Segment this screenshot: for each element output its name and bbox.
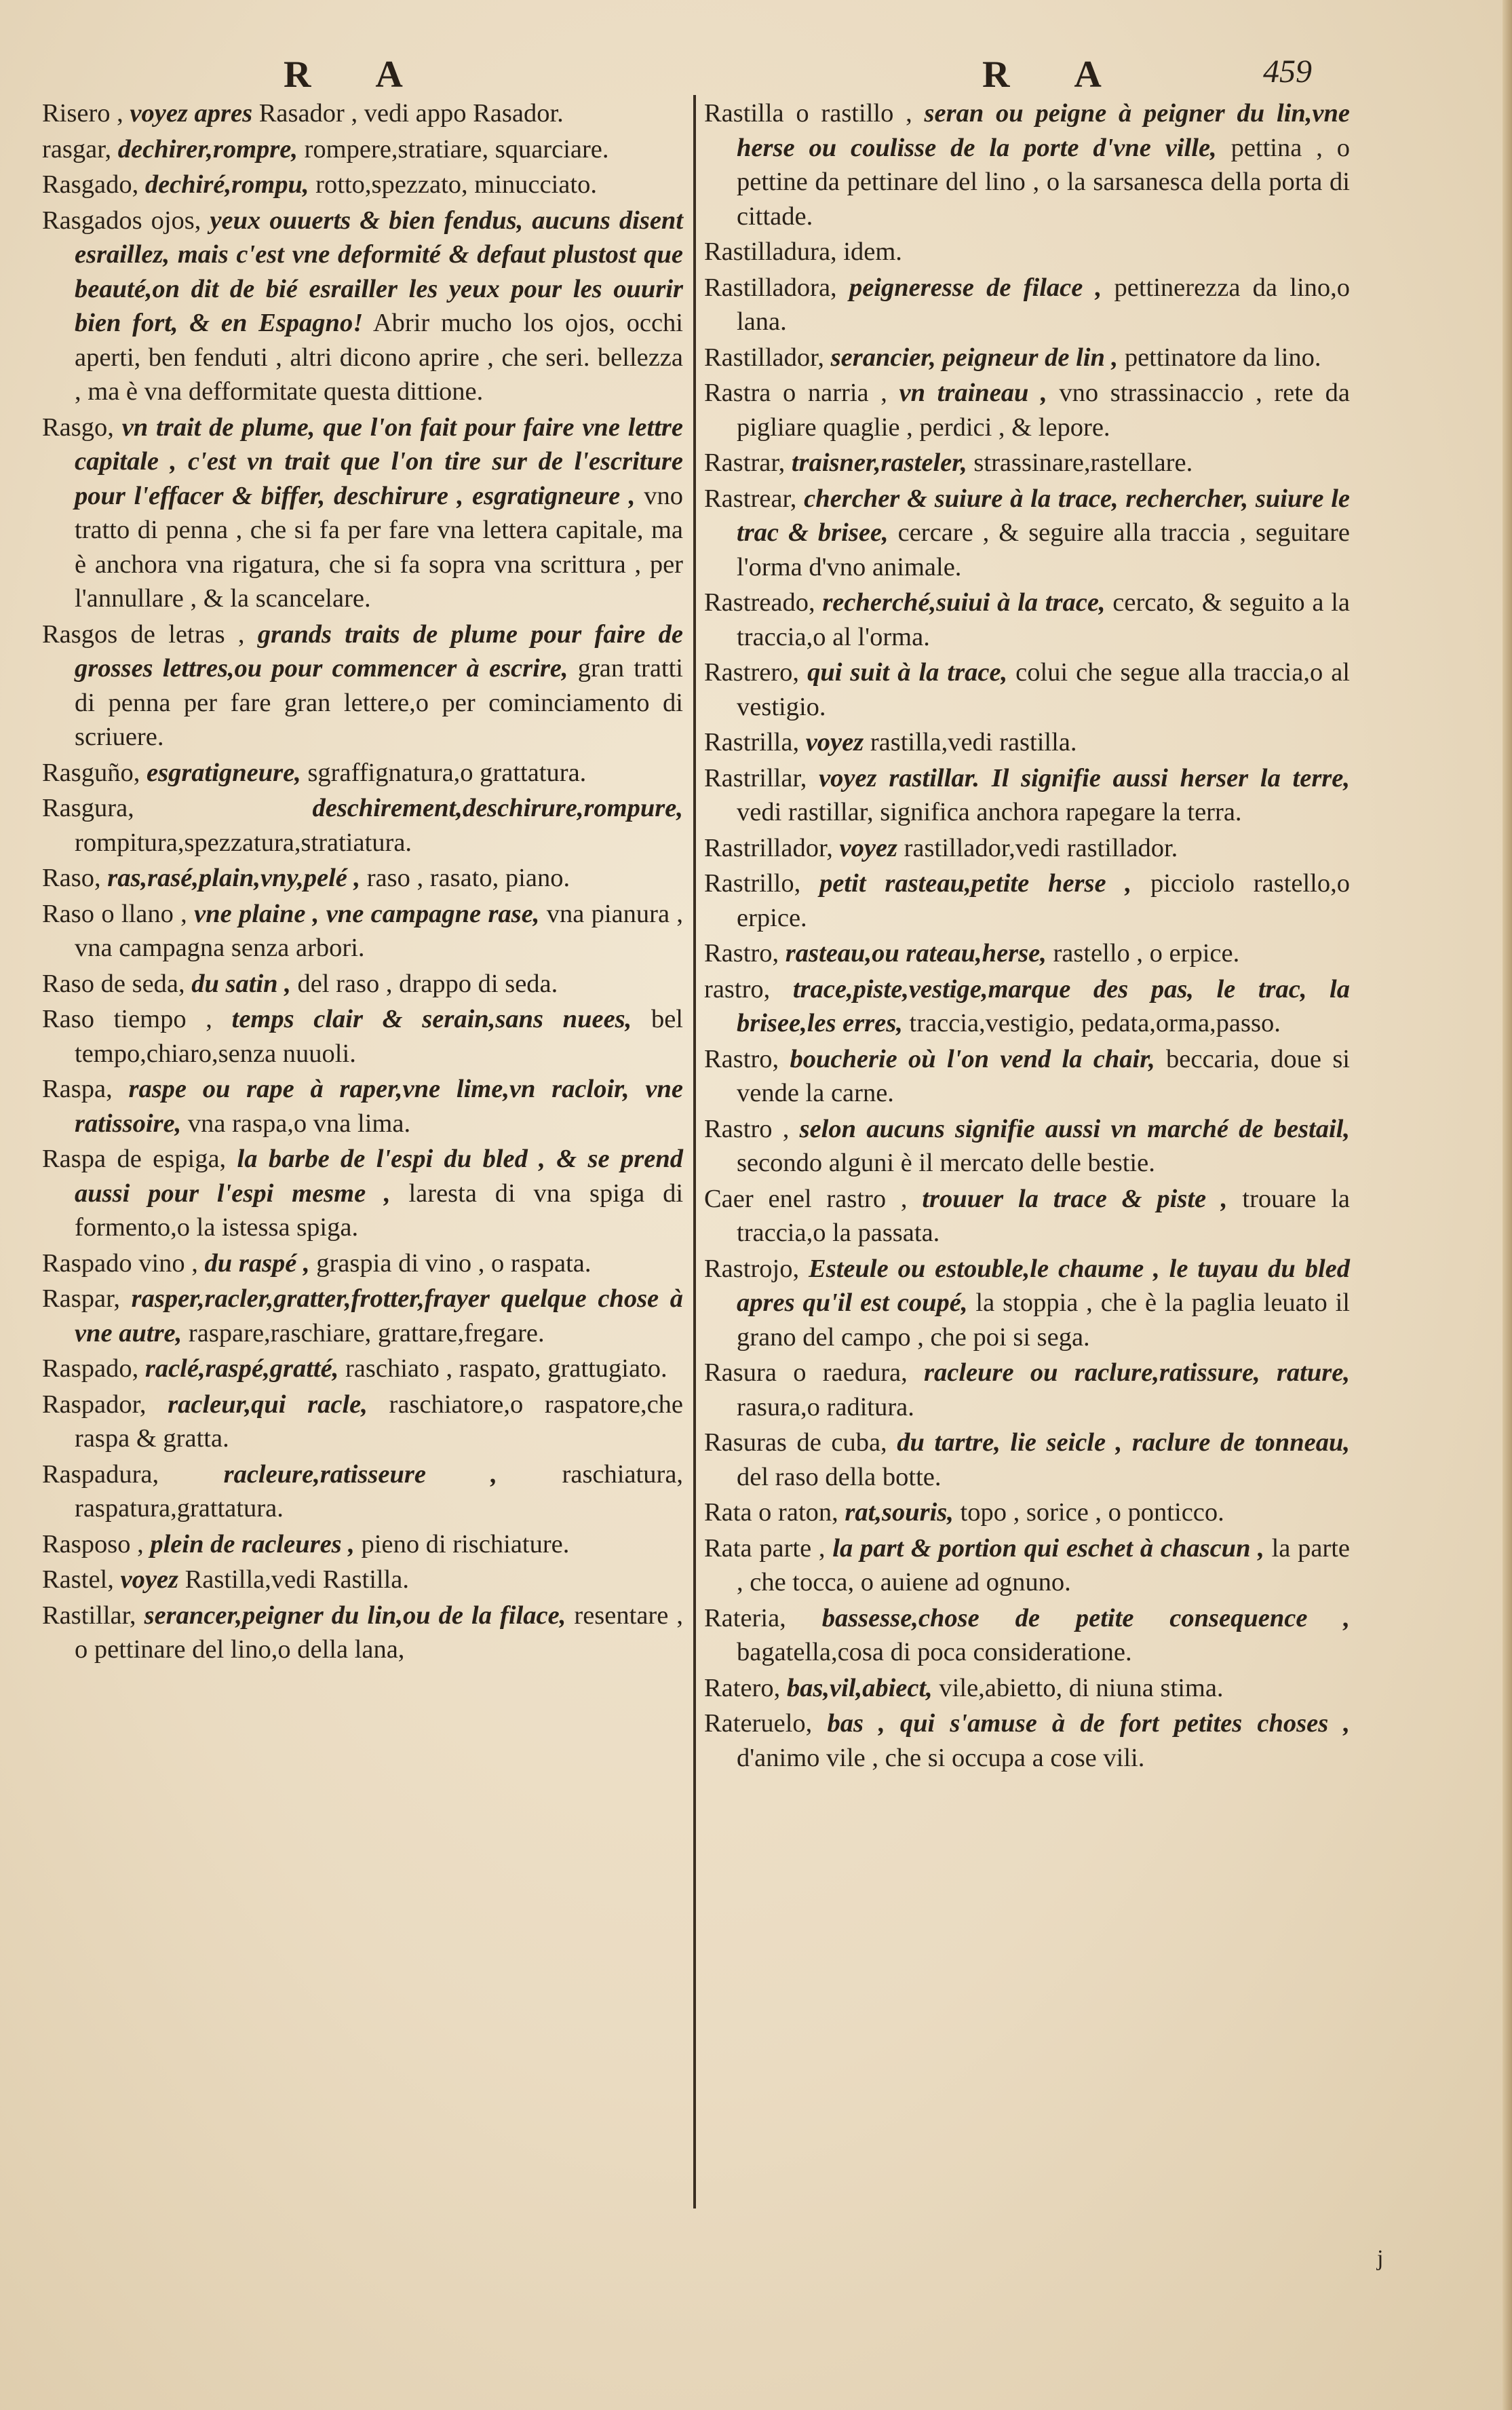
entry-french: vn trait de plume, que l'on fait pour faire vne lettre capitale , c'est vn trait que l'on tire sur de l'escriture pour l'effacer & biffer, deschirure , esgratigneure , (75, 413, 683, 510)
entry-headword: Raso o llano , (42, 899, 187, 928)
entry-headword: Raspar, (42, 1284, 120, 1313)
entry-italian: picciolo rastello,o erpice. (737, 869, 1351, 932)
entry-headword: Rastel, (42, 1565, 114, 1594)
entry-italian: rompitura,spezzatura,stratiatura. (75, 828, 412, 857)
dictionary-entry (704, 1601, 1350, 1670)
entry-italian: vedi rastillar, significa anchora rapegare la terra. (737, 798, 1242, 826)
entry-french: grands traits de plume pour faire de grosses lettres,ou pour commencer à escrire, (75, 619, 684, 683)
entry-italian: vna raspa,o vna lima. (187, 1109, 411, 1138)
entry-french: vn traineau , (899, 379, 1047, 407)
entry-french: bassesse,chose de petite consequence , (821, 1603, 1350, 1632)
entry-french: voyez (839, 833, 897, 862)
dictionary-entry (42, 1563, 683, 1597)
entry-headword: Rastilla o rastillo , (704, 99, 912, 128)
entry-french: serancer,peigner du lin,ou de la filace, (144, 1601, 566, 1630)
entry-italian: rotto,spezzato, minucciato. (315, 170, 597, 199)
dictionary-entry (704, 1182, 1350, 1250)
entry-headword: Raspado vino , (42, 1248, 198, 1278)
entry-italian: vno strassinaccio , rete da pigliare quaglie , perdici , & lepore. (737, 379, 1351, 442)
entry-headword: Rasgo, (42, 413, 114, 442)
entry-headword: Rasgura, (42, 794, 134, 822)
dictionary-entry (42, 1282, 683, 1350)
entry-french: deschirement,deschirure,rompure, (312, 794, 683, 822)
entry-french: rat,souris, (845, 1498, 954, 1527)
entry-italian: Rastilla,vedi Rastilla. (185, 1565, 410, 1594)
entry-headword: Raspadura, (42, 1459, 159, 1489)
entry-french: peigneresse de filace , (849, 273, 1102, 302)
dictionary-entry (42, 897, 683, 965)
dictionary-entry (42, 1352, 683, 1386)
entry-italian: cercato, & seguito a la traccia,o al l'orma. (737, 588, 1351, 651)
dictionary-entry (42, 204, 683, 409)
dictionary-entry (42, 96, 683, 131)
entry-french: petit rasteau,petite herse , (819, 869, 1132, 898)
entry-italian: pettinerezza da lino,o lana. (737, 273, 1351, 336)
entry-headword: Rastra o narria , (704, 379, 887, 407)
entry-french: rasteau,ou rateau,herse, (785, 939, 1047, 968)
dictionary-entry (704, 1356, 1350, 1424)
entry-headword: Caer enel rastro , (704, 1184, 908, 1213)
entry-french: du satin , (191, 969, 291, 998)
dictionary-entry (42, 1072, 683, 1141)
entry-headword: Rastrillar, (704, 763, 807, 792)
entry-french: trace,piste,vestige,marque des pas, le trac, la brisee,les erres, (737, 974, 1350, 1037)
entry-headword: Rastillar, (42, 1601, 136, 1630)
entry-headword: Rasgados ojos, (42, 206, 201, 235)
entry-italian: idem. (843, 237, 902, 266)
entry-headword: Rasuras de cuba, (704, 1428, 887, 1457)
dictionary-entry (704, 341, 1350, 375)
entry-italian: pettina , o pettine da pettinare del lino , o la sarsanesca della porta di cittade. (737, 133, 1351, 231)
dictionary-entry (704, 936, 1350, 971)
entry-french: yeux ouuerts & bien fendus, aucuns disent esraillez, mais c'est vne deformité & defaut plustost que beauté,on dit de bié esrailler les yeux pour les ouurir bien fort, & en Espagno! (75, 206, 684, 337)
dictionary-entry (704, 725, 1350, 760)
dictionary-entry (42, 1457, 683, 1526)
dictionary-entry (704, 376, 1350, 444)
entry-french: voyez apres (130, 99, 253, 128)
dictionary-entry (42, 617, 683, 754)
entry-french: recherché,suiui à la trace, (822, 588, 1106, 617)
entry-headword: Rastreado, (704, 588, 815, 617)
entry-french: racleure,ratisseure , (223, 1459, 498, 1489)
entry-headword: Raso de seda, (42, 969, 185, 998)
entry-french: boucherie où l'on vend la chair, (790, 1044, 1155, 1073)
entry-headword: Raspa de espiga, (42, 1145, 227, 1173)
dictionary-entry (42, 132, 683, 167)
entry-italian: rasura,o raditura. (737, 1392, 914, 1421)
entry-italian: rastillador,vedi rastillador. (904, 833, 1178, 862)
entry-headword: Raspa, (42, 1075, 113, 1103)
entry-italian: colui che segue alla traccia,o al vestigio. (737, 658, 1350, 721)
dictionary-entry (704, 96, 1350, 233)
entry-headword: Rasposo , (42, 1529, 144, 1558)
entry-headword: Rastilladura, (704, 237, 837, 266)
entry-french: raspe ou rape à raper,vne lime,vn racloir, vne ratissoire, (75, 1075, 683, 1138)
entry-french: bas , qui s'amuse à de fort petites choses , (827, 1709, 1351, 1738)
dictionary-entry (42, 967, 683, 1001)
dictionary-entry (704, 972, 1350, 1041)
dictionary-entry (704, 1426, 1350, 1494)
dictionary-entry (704, 866, 1350, 935)
dictionary-entry (42, 1388, 683, 1456)
entry-headword: Raspador, (42, 1390, 147, 1419)
entry-headword: Rasgado, (42, 170, 139, 199)
entry-headword: Rastro , (704, 1114, 790, 1143)
entry-headword: Raspado, (42, 1354, 139, 1383)
entry-french: raclé,raspé,gratté, (144, 1354, 339, 1383)
header-left: R A (284, 54, 431, 96)
entry-italian: gran tratti di penna per fare gran lettere,o per cominciamento di scriuere. (75, 654, 684, 751)
entry-italian: trouare la traccia,o la passata. (737, 1184, 1350, 1247)
entry-italian: rastilla,vedi rastilla. (870, 728, 1077, 757)
entry-french: bas,vil,abiect, (786, 1673, 933, 1702)
dictionary-entry (704, 1252, 1350, 1355)
entry-italian: d'animo vile , che si occupa a cose vili. (737, 1743, 1145, 1772)
entry-italian: Rasador , vedi appo Rasador. (258, 99, 564, 128)
entry-italian: la parte , che tocca, o auiene ad ognuno. (737, 1533, 1351, 1596)
entry-french: la barbe de l'espi du bled , & se prend aussi pour l'espi mesme , (75, 1145, 683, 1208)
entry-italian: beccaria, doue si vende la carne. (737, 1044, 1350, 1107)
entry-headword: Rasgos de letras , (42, 619, 245, 649)
entry-headword: Rastrojo, (704, 1254, 800, 1283)
entry-headword: Rastrillo, (704, 869, 801, 898)
dictionary-entry (704, 271, 1350, 339)
dictionary-entry (704, 1706, 1350, 1775)
entry-french: vne plaine , vne campagne rase, (194, 899, 540, 928)
entry-french: Esteule ou estouble,le chaume , le tuyau du bled apres qu'il est coupé, (737, 1254, 1351, 1317)
entry-italian: secondo alguni è il mercato delle bestie. (737, 1149, 1155, 1177)
dictionary-entry (704, 586, 1350, 654)
entry-italian: vna pianura , vna campagna senza arbori. (75, 899, 684, 962)
entry-french: esgratigneure, (147, 758, 301, 787)
dictionary-entry (42, 791, 683, 860)
column-rule (693, 95, 696, 2208)
entry-headword: Rasguño, (42, 758, 140, 787)
entry-headword: Rasura o raedura, (704, 1358, 908, 1387)
dictionary-entry (42, 1142, 683, 1245)
entry-italian: vile,abietto, di niuna stima. (939, 1673, 1224, 1702)
dictionary-entry (42, 168, 683, 202)
entry-italian: strassinare,rastellare. (973, 448, 1193, 477)
entry-italian: sgraffignatura,o grattatura. (307, 758, 587, 787)
entry-italian: bel tempo,chiaro,senza nuuoli. (75, 1005, 683, 1068)
entry-french: du tartre, lie seicle , raclure de tonneau, (897, 1428, 1351, 1457)
entry-french: rasper,racler,gratter,frotter,frayer quelque chose à vne autre, (75, 1284, 683, 1347)
entry-italian: del raso , drappo di seda. (297, 969, 558, 998)
entry-french: selon aucuns signifie aussi vn marché de bestail, (799, 1114, 1351, 1143)
entry-italian: topo , sorice , o ponticco. (960, 1498, 1224, 1527)
entry-italian: raschiatore,o raspatore,che raspa & gratta. (75, 1390, 684, 1453)
entry-french: voyez rastillar. Il signifie aussi herser la terre, (819, 763, 1351, 792)
entry-italian: laresta di vna spiga di formento,o la istessa spiga. (75, 1179, 684, 1242)
entry-french: chercher & suiure à la trace, rechercher, suiure le trac & brisee, (737, 484, 1350, 547)
entry-headword: Rata parte , (704, 1533, 826, 1563)
entry-headword: Rastro, (704, 1044, 779, 1073)
dictionary-entry (704, 1671, 1350, 1706)
entry-italian: cercare , & seguire alla traccia , seguitare l'orma d'vno animale. (737, 518, 1351, 581)
entry-french: qui suit à la trace, (807, 658, 1008, 687)
entry-french: serancier, peigneur de lin , (830, 343, 1119, 372)
entry-italian: rompere,stratiare, squarciare. (304, 134, 609, 164)
entry-french: dechiré,rompu, (144, 170, 309, 199)
entry-french: la part & portion qui eschet à chascun , (832, 1533, 1264, 1563)
entry-french: du raspé , (204, 1248, 310, 1278)
dictionary-entry (42, 1002, 683, 1071)
dictionary-entry (42, 756, 683, 790)
entry-headword: Raso tiempo , (42, 1005, 212, 1033)
header-right: R A (982, 54, 1130, 96)
entry-headword: Rateruelo, (704, 1709, 813, 1738)
entry-headword: Rastrear, (704, 484, 797, 513)
entry-headword: Rastrillador, (704, 833, 833, 862)
entry-headword: Rateria, (704, 1603, 786, 1632)
entry-italian: del raso della botte. (737, 1462, 942, 1491)
entry-french: temps clair & serain,sans nuees, (231, 1005, 632, 1033)
entry-french: racleur,qui racle, (168, 1390, 368, 1419)
entry-french: dechirer,rompre, (117, 134, 298, 164)
entry-headword: Risero , (42, 99, 123, 128)
dictionary-entry (704, 1495, 1350, 1530)
entry-french: ras,rasé,plain,vny,pelé , (107, 864, 361, 892)
dictionary-entry (42, 410, 683, 616)
right-column (704, 96, 1350, 1776)
entry-italian: resentare , o pettinare del lino,o della lana, (75, 1601, 683, 1664)
dictionary-entry (704, 1042, 1350, 1111)
entry-french: plein de racleures , (150, 1529, 355, 1558)
dictionary-entry (42, 861, 683, 896)
entry-french: seran ou peigne à peigner du lin,vne herse ou coulisse de la porte d'vne ville, (737, 99, 1351, 162)
entry-headword: Rastrilla, (704, 728, 800, 757)
entry-french: traisner,rasteler, (791, 448, 967, 477)
entry-french: voyez (120, 1565, 178, 1594)
entry-french: trouuer la trace & piste , (922, 1184, 1228, 1213)
dictionary-entry (704, 831, 1350, 866)
dictionary-entry (42, 1599, 683, 1667)
entry-italian: raso , rasato, piano. (366, 864, 570, 892)
entry-headword: Rastilladora, (704, 273, 837, 302)
dictionary-entry (704, 1112, 1350, 1181)
dictionary-entry (704, 655, 1350, 724)
entry-italian: traccia,vestigio, pedata,orma,passo. (909, 1009, 1281, 1037)
entry-headword: Rastillador, (704, 343, 825, 372)
entry-italian: bagatella,cosa di poca consideratione. (737, 1638, 1132, 1666)
page-number: 459 (1263, 54, 1312, 90)
entry-italian: rastello , o erpice. (1053, 939, 1240, 968)
entry-italian: vno tratto di penna , che si fa per fare vna lettera capitale, ma è anchora vna rigatura, che si fa sopra vna scrittura , per l'annullare , & la scancelare. (75, 481, 683, 613)
dictionary-entry (704, 482, 1350, 585)
entry-italian: pieno di rischiature. (361, 1529, 570, 1558)
dictionary-entry (42, 1246, 683, 1281)
entry-headword: Rastro, (704, 939, 779, 968)
entry-headword: rastro, (704, 974, 771, 1003)
dictionary-entry (704, 761, 1350, 830)
entry-headword: Rastrar, (704, 448, 786, 477)
entry-italian: raschiato , raspato, grattugiato. (345, 1354, 667, 1383)
left-column (42, 96, 683, 1668)
entry-italian: la stoppia , che è la paglia leuato il grano del campo , che poi si sega. (737, 1288, 1351, 1352)
entry-italian: pettinatore da lino. (1124, 343, 1321, 372)
entry-headword: Rastrero, (704, 658, 800, 687)
entry-headword: Rata o raton, (704, 1498, 838, 1527)
signature-mark: j (1377, 2246, 1384, 2271)
entry-italian: Abrir mucho los ojos, occhi aperti, ben fenduti , altri dicono aprire , che seri. bellezza , ma è vna defformitate questa dittione. (75, 309, 683, 406)
entry-headword: rasgar, (42, 134, 112, 164)
dictionary-entry (704, 235, 1350, 269)
entry-headword: Raso, (42, 864, 101, 892)
entry-french: voyez (805, 728, 864, 757)
dictionary-entry (42, 1527, 683, 1562)
dictionary-entry (704, 1531, 1350, 1600)
entry-italian: graspia di vino , o raspata. (316, 1248, 592, 1278)
entry-italian: raspare,raschiare, grattare,fregare. (188, 1318, 545, 1347)
entry-french: racleure ou raclure,ratissure, rature, (924, 1358, 1350, 1387)
page-edge (1503, 0, 1512, 2410)
entry-headword: Ratero, (704, 1673, 781, 1702)
entry-italian: raschiatura, raspatura,grattatura. (75, 1459, 684, 1523)
dictionary-entry (704, 446, 1350, 480)
